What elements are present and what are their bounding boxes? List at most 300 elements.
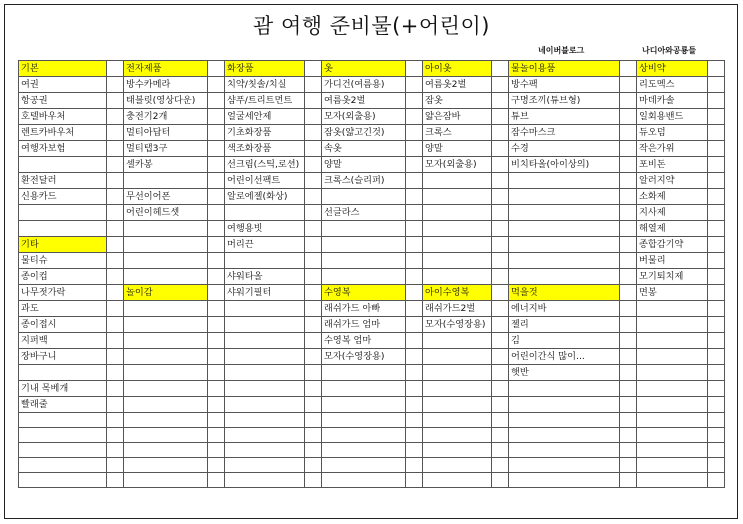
check-cell[interactable]: [406, 205, 423, 221]
item-cell[interactable]: 여행용빗: [225, 221, 305, 237]
item-cell[interactable]: [124, 397, 208, 413]
category-header-cell[interactable]: 수영복: [322, 285, 406, 301]
item-cell[interactable]: [423, 458, 492, 473]
check-cell[interactable]: [708, 428, 725, 443]
category-header-cell[interactable]: 아이옷: [423, 61, 492, 77]
item-cell[interactable]: 잠옷(얇고긴것): [322, 125, 406, 141]
check-cell[interactable]: [708, 381, 725, 397]
item-cell[interactable]: 리도멕스: [637, 77, 708, 93]
check-cell[interactable]: [708, 269, 725, 285]
check-cell[interactable]: [406, 413, 423, 428]
check-cell[interactable]: [620, 237, 637, 253]
check-cell[interactable]: [107, 253, 124, 269]
item-cell[interactable]: [637, 301, 708, 317]
item-cell[interactable]: 종이접시: [19, 317, 107, 333]
item-cell[interactable]: [19, 458, 107, 473]
category-header-cell[interactable]: 아이수영복: [423, 285, 492, 301]
check-cell[interactable]: [107, 317, 124, 333]
item-cell[interactable]: 모자(외출용): [423, 157, 492, 173]
item-cell[interactable]: [124, 381, 208, 397]
item-cell[interactable]: 해열제: [637, 221, 708, 237]
check-cell[interactable]: [708, 473, 725, 488]
item-cell[interactable]: 여름옷2벌: [423, 77, 492, 93]
item-cell[interactable]: 충전기2개: [124, 109, 208, 125]
check-cell[interactable]: [107, 473, 124, 488]
check-cell[interactable]: [208, 428, 225, 443]
check-cell[interactable]: [708, 443, 725, 458]
check-cell[interactable]: [107, 157, 124, 173]
item-cell[interactable]: [423, 253, 492, 269]
check-cell[interactable]: [620, 269, 637, 285]
item-cell[interactable]: [423, 269, 492, 285]
item-cell[interactable]: [423, 413, 492, 428]
item-cell[interactable]: 선크림(스틱,로션): [225, 157, 305, 173]
item-cell[interactable]: 소화제: [637, 189, 708, 205]
check-cell[interactable]: [620, 428, 637, 443]
check-cell[interactable]: [107, 381, 124, 397]
item-cell[interactable]: [225, 443, 305, 458]
check-cell[interactable]: [208, 333, 225, 349]
check-cell[interactable]: [208, 349, 225, 365]
check-cell[interactable]: [305, 333, 322, 349]
item-cell[interactable]: [19, 428, 107, 443]
check-cell[interactable]: [492, 333, 509, 349]
check-cell[interactable]: [107, 125, 124, 141]
check-cell[interactable]: [620, 93, 637, 109]
check-cell[interactable]: [620, 173, 637, 189]
check-cell[interactable]: [107, 397, 124, 413]
check-cell[interactable]: [492, 141, 509, 157]
check-cell[interactable]: [305, 93, 322, 109]
item-cell[interactable]: [19, 365, 107, 381]
check-cell[interactable]: [208, 473, 225, 488]
item-cell[interactable]: [19, 413, 107, 428]
check-cell[interactable]: [305, 61, 322, 77]
item-cell[interactable]: [225, 349, 305, 365]
check-cell[interactable]: [107, 428, 124, 443]
check-cell[interactable]: [305, 237, 322, 253]
item-cell[interactable]: 수경: [509, 141, 620, 157]
item-cell[interactable]: 여권: [19, 77, 107, 93]
check-cell[interactable]: [107, 205, 124, 221]
check-cell[interactable]: [208, 458, 225, 473]
check-cell[interactable]: [208, 269, 225, 285]
check-cell[interactable]: [406, 61, 423, 77]
check-cell[interactable]: [208, 381, 225, 397]
check-cell[interactable]: [305, 205, 322, 221]
check-cell[interactable]: [208, 253, 225, 269]
item-cell[interactable]: [124, 221, 208, 237]
check-cell[interactable]: [305, 109, 322, 125]
check-cell[interactable]: [406, 381, 423, 397]
check-cell[interactable]: [107, 333, 124, 349]
check-cell[interactable]: [107, 365, 124, 381]
check-cell[interactable]: [620, 365, 637, 381]
item-cell[interactable]: 래쉬가드 엄마: [322, 317, 406, 333]
item-cell[interactable]: 종이컵: [19, 269, 107, 285]
item-cell[interactable]: [124, 473, 208, 488]
item-cell[interactable]: 양말: [322, 157, 406, 173]
item-cell[interactable]: [637, 413, 708, 428]
item-cell[interactable]: 방수카메라: [124, 77, 208, 93]
check-cell[interactable]: [107, 349, 124, 365]
check-cell[interactable]: [620, 473, 637, 488]
item-cell[interactable]: 햇반: [509, 365, 620, 381]
item-cell[interactable]: [637, 349, 708, 365]
item-cell[interactable]: 래쉬가드 아빠: [322, 301, 406, 317]
check-cell[interactable]: [620, 349, 637, 365]
item-cell[interactable]: [509, 443, 620, 458]
check-cell[interactable]: [708, 458, 725, 473]
check-cell[interactable]: [107, 221, 124, 237]
check-cell[interactable]: [208, 397, 225, 413]
category-header-cell[interactable]: 기본: [19, 61, 107, 77]
item-cell[interactable]: 나무젓가락: [19, 285, 107, 301]
item-cell[interactable]: 크록스(슬리퍼): [322, 173, 406, 189]
check-cell[interactable]: [492, 269, 509, 285]
check-cell[interactable]: [406, 397, 423, 413]
item-cell[interactable]: [322, 365, 406, 381]
check-cell[interactable]: [305, 125, 322, 141]
item-cell[interactable]: [225, 333, 305, 349]
item-cell[interactable]: 듀오덤: [637, 125, 708, 141]
check-cell[interactable]: [492, 253, 509, 269]
item-cell[interactable]: [637, 397, 708, 413]
item-cell[interactable]: [124, 253, 208, 269]
item-cell[interactable]: 모자(외출용): [322, 109, 406, 125]
item-cell[interactable]: 호텔바우처: [19, 109, 107, 125]
item-cell[interactable]: 무선이어폰: [124, 189, 208, 205]
item-cell[interactable]: 얼굴세안제: [225, 109, 305, 125]
check-cell[interactable]: [305, 349, 322, 365]
check-cell[interactable]: [305, 77, 322, 93]
item-cell[interactable]: 샤워기필터: [225, 285, 305, 301]
check-cell[interactable]: [208, 413, 225, 428]
item-cell[interactable]: 포비돈: [637, 157, 708, 173]
check-cell[interactable]: [406, 77, 423, 93]
check-cell[interactable]: [305, 157, 322, 173]
item-cell[interactable]: 비치타올(아이상의): [509, 157, 620, 173]
check-cell[interactable]: [492, 428, 509, 443]
item-cell[interactable]: [124, 269, 208, 285]
check-cell[interactable]: [107, 189, 124, 205]
check-cell[interactable]: [708, 93, 725, 109]
check-cell[interactable]: [708, 237, 725, 253]
check-cell[interactable]: [305, 221, 322, 237]
item-cell[interactable]: [423, 237, 492, 253]
check-cell[interactable]: [708, 413, 725, 428]
check-cell[interactable]: [406, 285, 423, 301]
item-cell[interactable]: [19, 221, 107, 237]
category-header-cell[interactable]: 놀이감: [124, 285, 208, 301]
item-cell[interactable]: 크록스: [423, 125, 492, 141]
item-cell[interactable]: [225, 317, 305, 333]
check-cell[interactable]: [492, 349, 509, 365]
check-cell[interactable]: [708, 333, 725, 349]
check-cell[interactable]: [406, 189, 423, 205]
category-header-cell[interactable]: 물놀이용품: [509, 61, 620, 77]
item-cell[interactable]: [423, 173, 492, 189]
check-cell[interactable]: [107, 173, 124, 189]
check-cell[interactable]: [406, 237, 423, 253]
item-cell[interactable]: [322, 189, 406, 205]
item-cell[interactable]: 김: [509, 333, 620, 349]
item-cell[interactable]: [225, 253, 305, 269]
check-cell[interactable]: [492, 317, 509, 333]
item-cell[interactable]: [19, 157, 107, 173]
check-cell[interactable]: [406, 301, 423, 317]
check-cell[interactable]: [406, 365, 423, 381]
item-cell[interactable]: 빨래줄: [19, 397, 107, 413]
category-header-cell[interactable]: 먹을것: [509, 285, 620, 301]
check-cell[interactable]: [492, 205, 509, 221]
item-cell[interactable]: [423, 189, 492, 205]
check-cell[interactable]: [406, 458, 423, 473]
item-cell[interactable]: [423, 443, 492, 458]
item-cell[interactable]: [637, 317, 708, 333]
check-cell[interactable]: [492, 93, 509, 109]
check-cell[interactable]: [305, 365, 322, 381]
item-cell[interactable]: [322, 443, 406, 458]
item-cell[interactable]: 여름옷2벌: [322, 93, 406, 109]
category-header-cell[interactable]: 기타: [19, 237, 107, 253]
check-cell[interactable]: [620, 61, 637, 77]
check-cell[interactable]: [107, 77, 124, 93]
item-cell[interactable]: 기내 목베개: [19, 381, 107, 397]
item-cell[interactable]: [509, 381, 620, 397]
item-cell[interactable]: 종합감기약: [637, 237, 708, 253]
item-cell[interactable]: [124, 365, 208, 381]
item-cell[interactable]: [509, 253, 620, 269]
item-cell[interactable]: [124, 317, 208, 333]
check-cell[interactable]: [708, 285, 725, 301]
item-cell[interactable]: [423, 428, 492, 443]
check-cell[interactable]: [492, 61, 509, 77]
item-cell[interactable]: 물티슈: [19, 253, 107, 269]
check-cell[interactable]: [492, 77, 509, 93]
item-cell[interactable]: 기초화장품: [225, 125, 305, 141]
item-cell[interactable]: [225, 301, 305, 317]
check-cell[interactable]: [406, 221, 423, 237]
item-cell[interactable]: 양말: [423, 141, 492, 157]
item-cell[interactable]: [19, 205, 107, 221]
item-cell[interactable]: 신용카드: [19, 189, 107, 205]
item-cell[interactable]: [509, 221, 620, 237]
item-cell[interactable]: [124, 428, 208, 443]
check-cell[interactable]: [208, 141, 225, 157]
item-cell[interactable]: [423, 381, 492, 397]
item-cell[interactable]: 일회용밴드: [637, 109, 708, 125]
item-cell[interactable]: [509, 237, 620, 253]
item-cell[interactable]: [509, 205, 620, 221]
item-cell[interactable]: [509, 458, 620, 473]
check-cell[interactable]: [620, 141, 637, 157]
item-cell[interactable]: [124, 173, 208, 189]
check-cell[interactable]: [208, 109, 225, 125]
check-cell[interactable]: [208, 285, 225, 301]
item-cell[interactable]: [225, 365, 305, 381]
item-cell[interactable]: 색조화장품: [225, 141, 305, 157]
item-cell[interactable]: [124, 333, 208, 349]
check-cell[interactable]: [708, 109, 725, 125]
item-cell[interactable]: 구명조끼(튜브형): [509, 93, 620, 109]
check-cell[interactable]: [620, 397, 637, 413]
check-cell[interactable]: [492, 443, 509, 458]
check-cell[interactable]: [406, 157, 423, 173]
check-cell[interactable]: [492, 458, 509, 473]
item-cell[interactable]: [124, 301, 208, 317]
item-cell[interactable]: [509, 269, 620, 285]
check-cell[interactable]: [208, 189, 225, 205]
item-cell[interactable]: [124, 349, 208, 365]
item-cell[interactable]: 알로에젤(화상): [225, 189, 305, 205]
check-cell[interactable]: [492, 125, 509, 141]
check-cell[interactable]: [620, 109, 637, 125]
check-cell[interactable]: [708, 189, 725, 205]
item-cell[interactable]: [225, 381, 305, 397]
check-cell[interactable]: [305, 141, 322, 157]
check-cell[interactable]: [620, 458, 637, 473]
item-cell[interactable]: [225, 397, 305, 413]
check-cell[interactable]: [708, 125, 725, 141]
item-cell[interactable]: [423, 221, 492, 237]
item-cell[interactable]: 머리끈: [225, 237, 305, 253]
check-cell[interactable]: [492, 221, 509, 237]
item-cell[interactable]: 환전달러: [19, 173, 107, 189]
item-cell[interactable]: [423, 349, 492, 365]
check-cell[interactable]: [492, 397, 509, 413]
check-cell[interactable]: [620, 317, 637, 333]
item-cell[interactable]: [322, 428, 406, 443]
check-cell[interactable]: [107, 301, 124, 317]
check-cell[interactable]: [305, 269, 322, 285]
item-cell[interactable]: [322, 413, 406, 428]
check-cell[interactable]: [305, 473, 322, 488]
check-cell[interactable]: [208, 125, 225, 141]
check-cell[interactable]: [208, 205, 225, 221]
item-cell[interactable]: 에너지바: [509, 301, 620, 317]
check-cell[interactable]: [305, 301, 322, 317]
check-cell[interactable]: [708, 365, 725, 381]
check-cell[interactable]: [305, 253, 322, 269]
check-cell[interactable]: [620, 381, 637, 397]
item-cell[interactable]: [637, 381, 708, 397]
item-cell[interactable]: 얇은잠바: [423, 109, 492, 125]
item-cell[interactable]: 모기퇴치제: [637, 269, 708, 285]
check-cell[interactable]: [406, 269, 423, 285]
item-cell[interactable]: 가디건(여름용): [322, 77, 406, 93]
item-cell[interactable]: [322, 473, 406, 488]
item-cell[interactable]: 어린이선팩트: [225, 173, 305, 189]
item-cell[interactable]: [124, 237, 208, 253]
check-cell[interactable]: [492, 473, 509, 488]
check-cell[interactable]: [305, 173, 322, 189]
check-cell[interactable]: [708, 317, 725, 333]
item-cell[interactable]: [225, 413, 305, 428]
check-cell[interactable]: [406, 473, 423, 488]
item-cell[interactable]: [322, 397, 406, 413]
item-cell[interactable]: [322, 221, 406, 237]
item-cell[interactable]: 샴푸/트리트먼트: [225, 93, 305, 109]
check-cell[interactable]: [305, 285, 322, 301]
item-cell[interactable]: [225, 473, 305, 488]
check-cell[interactable]: [305, 428, 322, 443]
item-cell[interactable]: 모자(수영장용): [322, 349, 406, 365]
check-cell[interactable]: [107, 93, 124, 109]
item-cell[interactable]: [19, 473, 107, 488]
check-cell[interactable]: [708, 141, 725, 157]
item-cell[interactable]: 튜브: [509, 109, 620, 125]
item-cell[interactable]: 잠수마스크: [509, 125, 620, 141]
item-cell[interactable]: [423, 333, 492, 349]
check-cell[interactable]: [708, 301, 725, 317]
check-cell[interactable]: [406, 253, 423, 269]
check-cell[interactable]: [406, 317, 423, 333]
check-cell[interactable]: [492, 413, 509, 428]
check-cell[interactable]: [406, 443, 423, 458]
check-cell[interactable]: [107, 458, 124, 473]
check-cell[interactable]: [708, 173, 725, 189]
check-cell[interactable]: [620, 189, 637, 205]
check-cell[interactable]: [406, 428, 423, 443]
check-cell[interactable]: [620, 413, 637, 428]
item-cell[interactable]: 렌트카바우처: [19, 125, 107, 141]
check-cell[interactable]: [107, 285, 124, 301]
item-cell[interactable]: 잠옷: [423, 93, 492, 109]
category-header-cell[interactable]: 옷: [322, 61, 406, 77]
check-cell[interactable]: [492, 157, 509, 173]
item-cell[interactable]: 작은가위: [637, 141, 708, 157]
check-cell[interactable]: [620, 301, 637, 317]
check-cell[interactable]: [406, 141, 423, 157]
check-cell[interactable]: [107, 237, 124, 253]
item-cell[interactable]: 선글라스: [322, 205, 406, 221]
item-cell[interactable]: 항공권: [19, 93, 107, 109]
item-cell[interactable]: 태블릿(영상다운): [124, 93, 208, 109]
item-cell[interactable]: 젤리: [509, 317, 620, 333]
item-cell[interactable]: 지사제: [637, 205, 708, 221]
check-cell[interactable]: [208, 365, 225, 381]
item-cell[interactable]: [423, 205, 492, 221]
item-cell[interactable]: 샤워타올: [225, 269, 305, 285]
item-cell[interactable]: [225, 428, 305, 443]
category-header-cell[interactable]: 전자제품: [124, 61, 208, 77]
item-cell[interactable]: [124, 458, 208, 473]
check-cell[interactable]: [208, 61, 225, 77]
check-cell[interactable]: [620, 333, 637, 349]
check-cell[interactable]: [492, 301, 509, 317]
item-cell[interactable]: [509, 413, 620, 428]
item-cell[interactable]: 멀티아답터: [124, 125, 208, 141]
check-cell[interactable]: [406, 173, 423, 189]
item-cell[interactable]: [509, 473, 620, 488]
item-cell[interactable]: 치약/칫솔/치실: [225, 77, 305, 93]
check-cell[interactable]: [107, 269, 124, 285]
item-cell[interactable]: [225, 458, 305, 473]
item-cell[interactable]: [322, 237, 406, 253]
item-cell[interactable]: [509, 173, 620, 189]
check-cell[interactable]: [620, 77, 637, 93]
check-cell[interactable]: [305, 443, 322, 458]
item-cell[interactable]: [637, 428, 708, 443]
check-cell[interactable]: [492, 173, 509, 189]
check-cell[interactable]: [492, 109, 509, 125]
check-cell[interactable]: [492, 365, 509, 381]
item-cell[interactable]: [225, 205, 305, 221]
item-cell[interactable]: [322, 458, 406, 473]
check-cell[interactable]: [620, 443, 637, 458]
check-cell[interactable]: [208, 77, 225, 93]
